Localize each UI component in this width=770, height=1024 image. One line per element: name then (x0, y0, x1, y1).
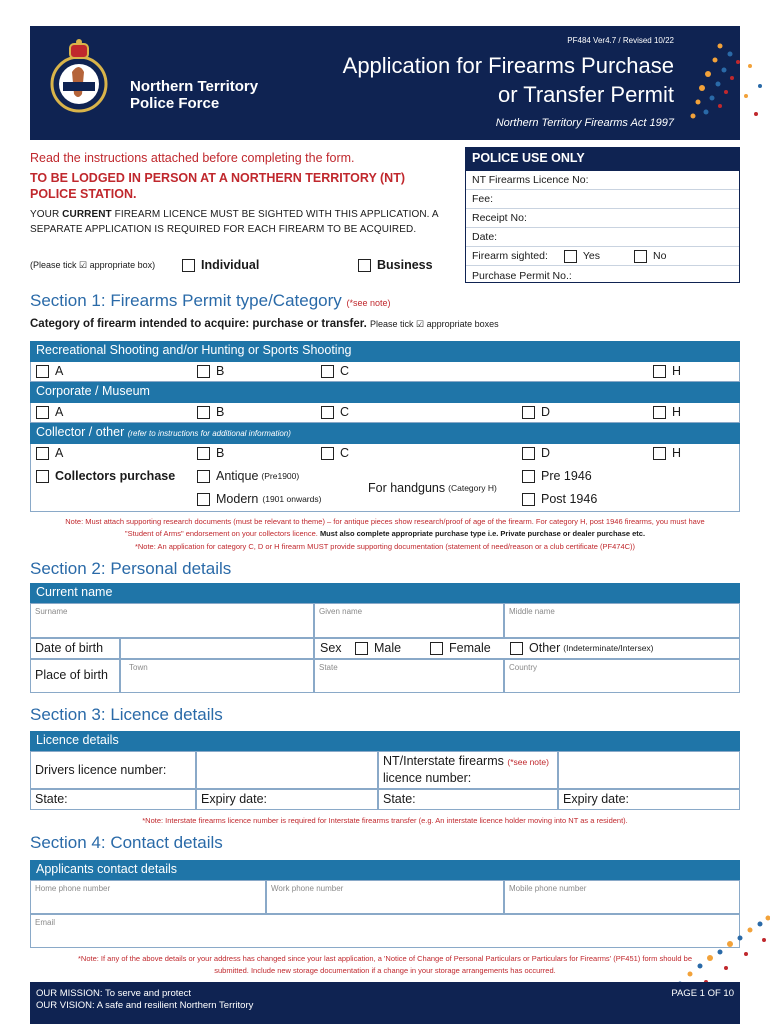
section1-title: Section 1: Firearms Permit type/Category (30, 291, 342, 310)
corporate-row (30, 403, 740, 423)
female-checkbox[interactable] (430, 642, 443, 655)
antique-label: Antique (216, 469, 259, 483)
police-licence-row[interactable] (466, 171, 739, 190)
title-line2: or Transfer Permit (497, 82, 674, 107)
coll-c-label: C (340, 446, 350, 460)
female-option[interactable] (430, 641, 491, 655)
coll-c-checkbox[interactable] (321, 447, 334, 460)
corp-h-checkbox[interactable] (653, 406, 666, 419)
section1-note (30, 516, 740, 540)
tick-note: (Please tick ☑ appropriate box) (30, 260, 156, 270)
sighted-label: Firearm sighted: (472, 250, 548, 262)
contact-details-bar: Applicants contact details (30, 860, 740, 880)
rec-c-checkbox[interactable] (321, 365, 334, 378)
other-sub: (Indeterminate/Intersex) (563, 643, 654, 653)
given-name-field[interactable] (314, 603, 504, 638)
category-question-text: Category of firearm intended to acquire: purchase or transfer. (30, 318, 367, 330)
business-checkbox[interactable] (358, 259, 371, 272)
rec-c-label: C (340, 364, 350, 378)
other-option[interactable] (510, 641, 654, 655)
section2-heading: Section 2: Personal details (30, 559, 232, 578)
handguns-label: For handguns (368, 481, 446, 495)
handguns-sub: (Category H) (448, 483, 497, 493)
mission-text: OUR MISSION: To serve and protect (36, 988, 192, 999)
drivers-expiry-label: Expiry date: (201, 792, 268, 806)
licence-post: FIREARM LICENCE MUST BE SIGHTED WITH THIS APPLICATION. A SEPARATE APPLICATION IS REQUIRED FOR EACH FIREARM TO BE ACQUIRED. (30, 209, 439, 235)
footer (30, 982, 740, 1024)
section3-note: *Note: Interstate firearms licence number is required for Interstate firearms transfer (e.g. An interstate licence holder moving into NT as a resident). (142, 816, 628, 825)
rec-a-option[interactable] (36, 364, 63, 378)
modern-option[interactable] (197, 492, 321, 506)
business-option[interactable] (358, 258, 433, 272)
coll-h-label: H (672, 446, 682, 460)
recreational-bar: Recreational Shooting and/or Hunting or Sports Shooting (30, 341, 740, 362)
org-line1: Northern Territory (130, 78, 259, 95)
coll-a-checkbox[interactable] (36, 447, 49, 460)
section4-note: *Note: If any of the above details or your address has changed since your last application, a 'Notice of Change of Personal Particulars or Particulars for Firearms' (PF451) form should be submitted. Include new storage documentation if a change in your storage arrangements has occurred. (77, 954, 692, 975)
coll-b-option[interactable] (197, 446, 224, 460)
drivers-licence-label: Drivers licence number: (30, 751, 196, 789)
corp-b-label: B (216, 405, 225, 419)
email-label: Email (35, 918, 56, 927)
legislation-act: Northern Territory Firearms Act 1997 (495, 117, 674, 129)
category-tick-note: Please tick ☑ appropriate boxes (369, 319, 499, 329)
nt-licence-line2: licence number: (383, 771, 472, 785)
decorative-dots-top (660, 26, 770, 146)
coll-d-checkbox[interactable] (522, 447, 535, 460)
corp-d-checkbox[interactable] (522, 406, 535, 419)
police-sighted-row (466, 247, 739, 266)
modern-checkbox[interactable] (197, 493, 210, 506)
police-receipt-row[interactable] (466, 209, 739, 228)
title-line1: Application for Firearms Purchase (342, 53, 674, 78)
section1-note-bold: Must also complete appropriate purchase type i.e. Private purchase or dealer purchase etc. (319, 529, 646, 538)
individual-option[interactable] (182, 258, 259, 272)
work-phone-field[interactable] (266, 880, 504, 914)
dob-label: Date of birth (30, 638, 120, 659)
rec-h-checkbox[interactable] (653, 365, 666, 378)
home-phone-field[interactable] (30, 880, 266, 914)
sex-label: Sex (320, 641, 342, 655)
post1946-option[interactable] (522, 492, 597, 506)
police-fee-label: Fee: (472, 193, 494, 205)
work-phone-label: Work phone number (271, 884, 344, 893)
header-banner (30, 26, 740, 140)
collector-row (30, 444, 740, 512)
drivers-state-label: State: (35, 792, 68, 806)
pre1946-option[interactable] (522, 469, 592, 483)
individual-checkbox[interactable] (182, 259, 195, 272)
corp-b-checkbox[interactable] (197, 406, 210, 419)
section1-note2: *Note: An application for category C, D or H firearm MUST provide supporting documentation (statement of need/reason or a club certificate (PF474C)) (134, 542, 636, 551)
rec-a-label: A (55, 364, 64, 378)
licence-pre: YOUR (30, 209, 63, 220)
collectors-purchase-option[interactable] (36, 469, 175, 483)
collector-sub: (refer to instructions for additional information) (127, 429, 291, 438)
dob-field[interactable] (120, 638, 314, 659)
corp-h-label: H (672, 405, 682, 419)
corp-c-label: C (340, 405, 350, 419)
section1-note-text: Note: Must attach supporting research documents (must be relevant to theme) – for antique pieces show research/proof of age of the firearm. For category H, post 1946 firearms, you must have "Student of Arms" endorsement on your collectors licence. (65, 517, 705, 538)
category-question (30, 318, 499, 330)
police-use-title: POLICE USE ONLY (466, 148, 739, 171)
firearms-expiry-label: Expiry date: (563, 792, 630, 806)
police-date-label: Date: (472, 231, 498, 243)
coll-a-option[interactable] (36, 446, 63, 460)
coll-h-checkbox[interactable] (653, 447, 666, 460)
business-label: Business (377, 258, 433, 272)
coll-b-checkbox[interactable] (197, 447, 210, 460)
licence-details-bar: Licence details (30, 731, 740, 751)
corp-d-label: D (541, 405, 551, 419)
sighted-no-checkbox[interactable] (634, 250, 647, 263)
current-name-bar: Current name (30, 583, 740, 603)
antique-option[interactable] (197, 469, 299, 483)
corp-a-checkbox[interactable] (36, 406, 49, 419)
corp-a-label: A (55, 405, 64, 419)
nt-licence-note: (*see note) (507, 757, 549, 767)
police-use-panel (465, 147, 740, 283)
collector-bar (30, 423, 740, 444)
sighted-yes-checkbox[interactable] (564, 250, 577, 263)
post1946-checkbox[interactable] (522, 493, 535, 506)
section4-heading: Section 4: Contact details (30, 833, 223, 852)
section1-heading (30, 291, 391, 311)
coll-h-option[interactable] (653, 446, 681, 460)
individual-label: Individual (201, 258, 260, 272)
drivers-licence-field[interactable] (196, 751, 378, 789)
home-phone-label: Home phone number (35, 884, 111, 893)
collectors-purchase-label: Collectors purchase (55, 469, 176, 483)
police-crest-logo (48, 38, 110, 122)
other-label: Other (529, 641, 561, 655)
modern-label: Modern (216, 492, 259, 506)
surname-label: Surname (35, 607, 68, 616)
sighted-yes-label: Yes (582, 250, 600, 262)
org-line2: Police Force (130, 95, 220, 112)
corp-h-option[interactable] (653, 405, 681, 419)
middle-name-field[interactable] (504, 603, 740, 638)
coll-a-label: A (55, 446, 64, 460)
rec-b-option[interactable] (197, 364, 224, 378)
sighted-no-label: No (653, 250, 667, 262)
corp-a-option[interactable] (36, 405, 63, 419)
collectors-purchase-checkbox[interactable] (36, 470, 49, 483)
given-name-label: Given name (319, 607, 363, 616)
rec-h-label: H (672, 364, 682, 378)
section1-see-note: (*see note) (346, 298, 391, 308)
coll-d-option[interactable] (522, 446, 550, 460)
recreational-row (30, 362, 740, 382)
rec-c-option[interactable] (321, 364, 349, 378)
mobile-phone-label: Mobile phone number (509, 884, 587, 893)
state-field[interactable] (314, 659, 504, 693)
coll-b-label: B (216, 446, 225, 460)
female-label: Female (449, 641, 491, 655)
country-field[interactable] (504, 659, 740, 693)
corporate-bar: Corporate / Museum (30, 382, 740, 403)
pre1946-label: Pre 1946 (541, 469, 592, 483)
coll-c-option[interactable] (321, 446, 349, 460)
lodge-note: TO BE LODGED IN PERSON AT A NORTHERN TERRITORY (NT) POLICE STATION. (30, 171, 406, 201)
pob-label: Place of birth (30, 659, 120, 693)
male-checkbox[interactable] (355, 642, 368, 655)
page-number: PAGE 1 OF 10 (671, 988, 734, 999)
instructions-note: Read the instructions attached before completing the form. (30, 151, 355, 165)
antique-sub: (Pre1900) (261, 471, 300, 481)
licence-note (30, 208, 450, 237)
pre1946-checkbox[interactable] (522, 470, 535, 483)
page-title (343, 51, 674, 109)
coll-d-label: D (541, 446, 551, 460)
permit-label: Purchase Permit No.: (472, 269, 572, 282)
rec-h-option[interactable] (653, 364, 681, 378)
firearms-state-label: State: (383, 792, 416, 806)
rec-b-label: B (216, 364, 225, 378)
middle-name-label: Middle name (509, 607, 555, 616)
modern-sub: (1901 onwards) (262, 494, 322, 504)
firearms-state-field[interactable] (378, 789, 558, 810)
licence-current: CURRENT (62, 209, 112, 220)
sex-row (314, 638, 740, 659)
section3-heading: Section 3: Licence details (30, 705, 223, 724)
firearms-expiry-field[interactable] (558, 789, 740, 810)
nt-licence-line1: NT/Interstate firearms (383, 754, 504, 768)
corp-c-checkbox[interactable] (321, 406, 334, 419)
corp-b-option[interactable] (197, 405, 224, 419)
town-field[interactable] (120, 659, 314, 693)
antique-checkbox[interactable] (197, 470, 210, 483)
other-checkbox[interactable] (510, 642, 523, 655)
corp-c-option[interactable] (321, 405, 349, 419)
male-label: Male (374, 641, 402, 655)
drivers-state-field[interactable] (30, 789, 196, 810)
form-code: PF484 Ver4.7 / Revised 10/22 (567, 36, 674, 45)
vision-text: OUR VISION: A safe and resilient Northern Territory (36, 1000, 254, 1011)
police-fee-row[interactable] (466, 190, 739, 209)
nt-licence-label (378, 751, 558, 789)
state-label: State (319, 663, 338, 672)
police-permit-row[interactable] (466, 266, 739, 285)
collector-title: Collector / other (36, 425, 125, 439)
male-option[interactable] (355, 641, 401, 655)
town-label: Town (129, 663, 148, 672)
handguns-label-group (368, 481, 497, 495)
police-receipt-label: Receipt No: (472, 212, 527, 224)
rec-a-checkbox[interactable] (36, 365, 49, 378)
surname-field[interactable] (30, 603, 314, 638)
country-label: Country (509, 663, 538, 672)
rec-b-checkbox[interactable] (197, 365, 210, 378)
post1946-label: Post 1946 (541, 492, 598, 506)
corp-d-option[interactable] (522, 405, 550, 419)
nt-licence-field[interactable] (558, 751, 740, 789)
drivers-expiry-field[interactable] (196, 789, 378, 810)
police-date-row[interactable] (466, 228, 739, 247)
police-licence-label: NT Firearms Licence No: (472, 174, 589, 186)
organisation-name (130, 78, 258, 112)
